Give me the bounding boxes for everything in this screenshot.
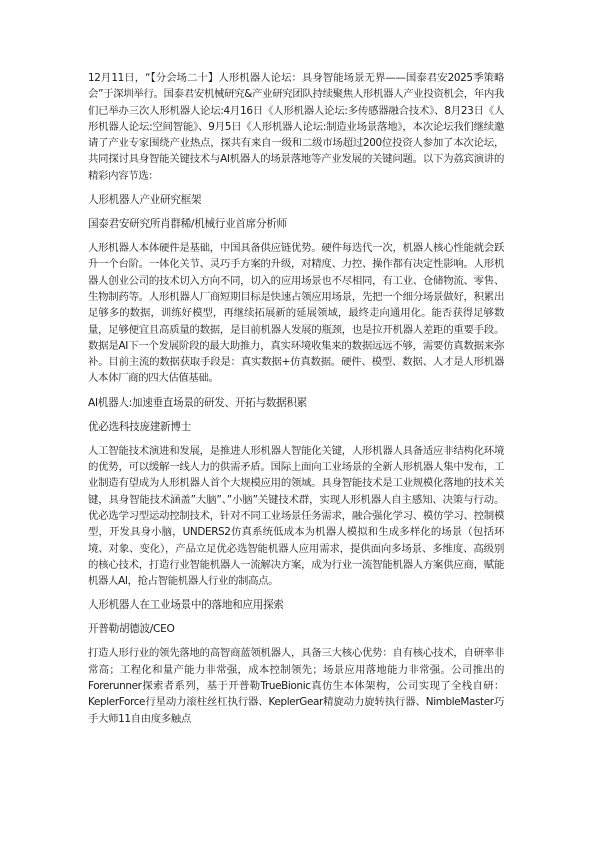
section-body: 人工智能技术演进和发展，是推进人形机器人智能化关键，人形机器人具备适应非结构化环境的优势，可以缓解一线人力的供需矛盾。国际上面向工业场景的全新人形机器人集中发布，工业制造有望成为人形机器人首个大规模应用的领域。具身智能技术是工业规模化落地的技术关键，具身智能技术涵盖”大脑”、”小脑”关键技术群，实现人形机器人自主感知、决策与行动。优必选学习型运动控制技术，针对不同工业场景任务需求，融合强化学习、模仿学习、控制模型，开发具身小脑，UNDERS2仿真系统低成本为机器人模拟和生成多样化的场景（包括环境、对象、变化），产品立足优必选智能机器人应用需求，提供面向多场景、多维度、高级别的核心技术，打造行业智能机器人一流解决方案，成为行业一流智能机器人方案供应商，赋能机器人AI，抢占智能机器人行业的制高点。 [88, 444, 504, 588]
section-body: 打造人形行业的领先落地的高智商蓝领机器人，具备三大核心优势：自有核心技术，自研率非常高；工程化和量产能力非常强，成本控制领先；场景应用落地能力非常强。公司推出的Forerunner探索者系列，基于开普勒TrueBionic真仿生本体架构，公司实现了全栈自研：KeplerForce行星动力滚柱丝杠执行器、KeplerGear精旋动力旋转执行器、NimbleMaster巧手大师11自由度多触点 [88, 647, 504, 725]
section-body: 人形机器人本体硬件是基础，中国具备供应链优势。硬件每迭代一次，机器人核心性能就会跃升一个台阶。一体化关节、灵巧手方案的升级，对精度、力控、操作都有决定性影响。人形机器人创业公司的技术切入方向不同，切入的应用场景也不尽相同，有工业、仓储物流、零售、生物制药等。人形机器人厂商短期目标是快速占领应用场景，先把一个细分场景做好，积累出足够多的数据，训练好模型，再继续拓展新的延展领域，最终走向通用化。能否获得足够数量，足够便宜且高质量的数据，是目前机器人发展的瓶颈，也是拉开机器人差距的重要手段。数据是AI下一个发展阶段的最大助推力，真实环境收集来的数据远远不够，需要仿真数据来弥补。目前主流的数据获取手段是：真实数据+仿真数据。硬件、模型、数据、人才是人形机器人本体厂商的四大估值基础。 [88, 242, 504, 385]
section-framework [88, 192, 504, 387]
section-heading: AI机器人:加速垂直场景的研发、开拓与数据积累 [88, 396, 307, 409]
section-ai-robot [88, 395, 504, 590]
section-speaker: 开普勒胡德波/CEO [88, 623, 175, 636]
intro-paragraph: 12月11日，“【分会场二十】人形机器人论坛：具身智能场景无界——国泰君安2025季策略会”于深圳举行。国泰君安机械研究&产业研究团队持续聚焦人形机器人产业投资机会，年内我们已举办三次人形机器人论坛:4月16日《人形机器人论坛:多传感器融合技术》、8月23日《人形机器人论坛:空间智能》、9月5日《人形机器人论坛:制造业场景落地》，本次论坛我们继续邀请了产业专家围绕产业热点，探共有来自一级和二级市场超过200位投资人参加了本次论坛，共同探讨具身智能关键技术与AI机器人的场景落地等产业发展的关键问题。以下为荔宾演讲的精彩内容节选： [88, 72, 504, 182]
section-heading: 人形机器人产业研究框架 [88, 194, 202, 207]
section-industrial [88, 597, 504, 726]
section-heading: 人形机器人在工业场景中的落地和应用探索 [88, 599, 284, 612]
document-page [88, 70, 504, 727]
section-speaker: 国泰君安研究所肖群稀/机械行业首席分析师 [88, 218, 287, 231]
section-speaker: 优必选科技庞建新博士 [88, 420, 191, 433]
